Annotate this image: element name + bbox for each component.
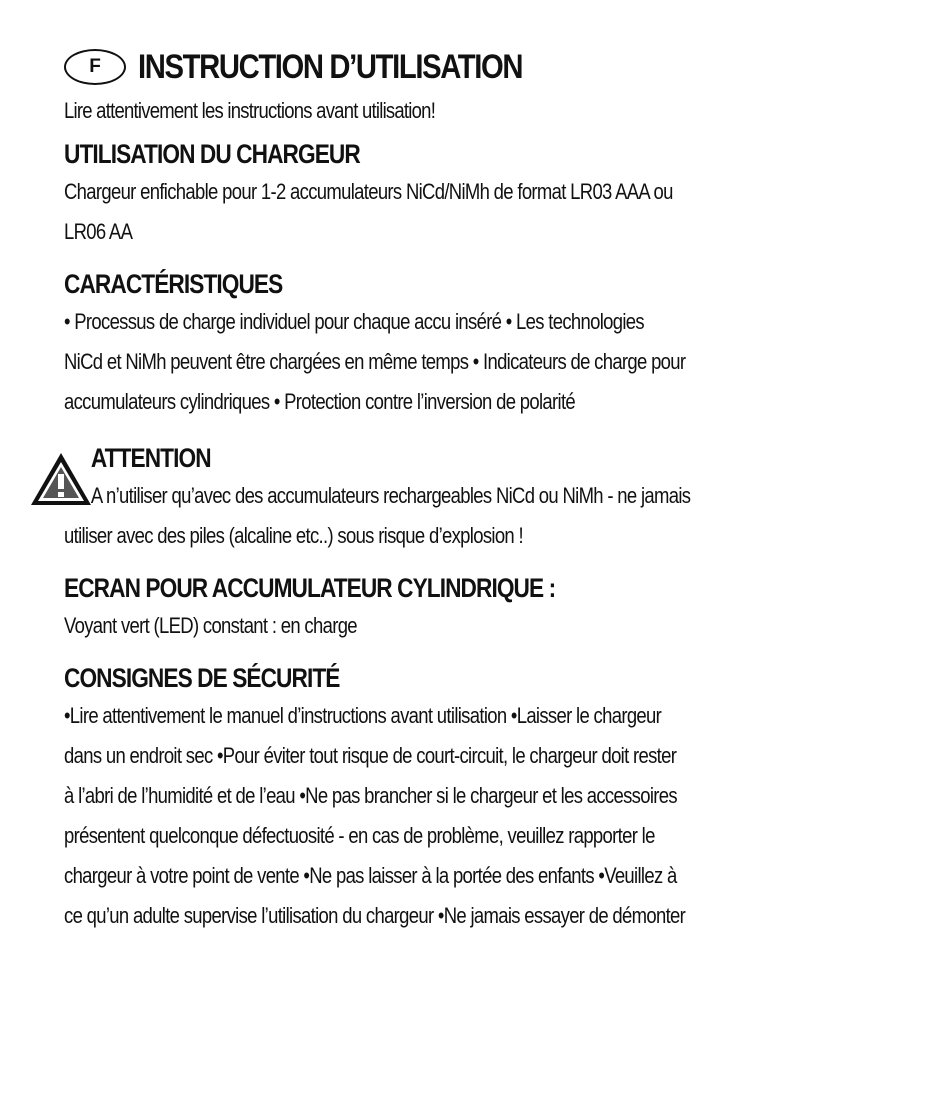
- body-line: A n’utiliser qu’avec des accumulateurs rechargeables NiCd ou NiMh - ne jamais: [90, 483, 691, 508]
- instruction-page: [64, 40, 890, 936]
- body-line: Chargeur enfichable pour 1-2 accumulateurs NiCd/NiMh de format LR03 AAA ou: [64, 179, 673, 204]
- body-line: chargeur à votre point de vente •Ne pas laisser à la portée des enfants •Veuillez à: [64, 863, 677, 888]
- body-line: utiliser avec des piles (alcaline etc..) sous risque d’explosion !: [64, 523, 523, 548]
- section-display: [64, 570, 890, 646]
- section-body-display: [64, 606, 890, 646]
- section-heading-usage: UTILISATION DU CHARGEUR: [64, 139, 360, 169]
- body-line: à l’abri de l’humidité et de l’eau •Ne pas brancher si le chargeur et les accessoires: [64, 783, 677, 808]
- body-line: Voyant vert (LED) constant : en charge: [64, 613, 357, 638]
- section-features: [64, 266, 890, 422]
- document-subtitle: Lire attentivement les instructions avant utilisation!: [64, 98, 436, 123]
- body-line: • Processus de charge individuel pour chaque accu inséré • Les technologies: [64, 309, 644, 334]
- body-line: accumulateurs cylindriques • Protection contre l’inversion de polarité: [64, 389, 576, 414]
- body-line: •Lire attentivement le manuel d’instructions avant utilisation •Laisser le chargeur: [64, 703, 662, 728]
- document-title: INSTRUCTION D’UTILISATION: [138, 47, 523, 86]
- section-heading-features: CARACTÉRISTIQUES: [64, 269, 283, 299]
- body-line: présentent quelconque défectuosité - en cas de problème, veuillez rapporter le: [64, 823, 655, 848]
- section-heading-display: ECRAN POUR ACCUMULATEUR CYLINDRIQUE :: [64, 573, 556, 603]
- section-body-attention: [64, 476, 890, 556]
- body-line: ce qu’un adulte supervise l’utilisation du chargeur •Ne jamais essayer de démonter: [64, 903, 686, 928]
- section-body-features: [64, 302, 890, 422]
- section-body-usage: [64, 172, 890, 252]
- language-badge: F: [64, 49, 126, 85]
- body-line: NiCd et NiMh peuvent être chargées en même temps • Indicateurs de charge pour: [64, 349, 686, 374]
- section-attention: [64, 440, 890, 556]
- section-usage: [64, 136, 890, 252]
- section-safety: [64, 660, 890, 936]
- body-line: dans un endroit sec •Pour éviter tout risque de court-circuit, le chargeur doit rester: [64, 743, 677, 768]
- section-body-safety: [64, 696, 890, 936]
- body-line: LR06 AA: [64, 219, 133, 244]
- section-heading-attention: ATTENTION: [90, 443, 211, 473]
- title-row: [64, 40, 890, 94]
- section-heading-safety: CONSIGNES DE SÉCURITÉ: [64, 663, 340, 693]
